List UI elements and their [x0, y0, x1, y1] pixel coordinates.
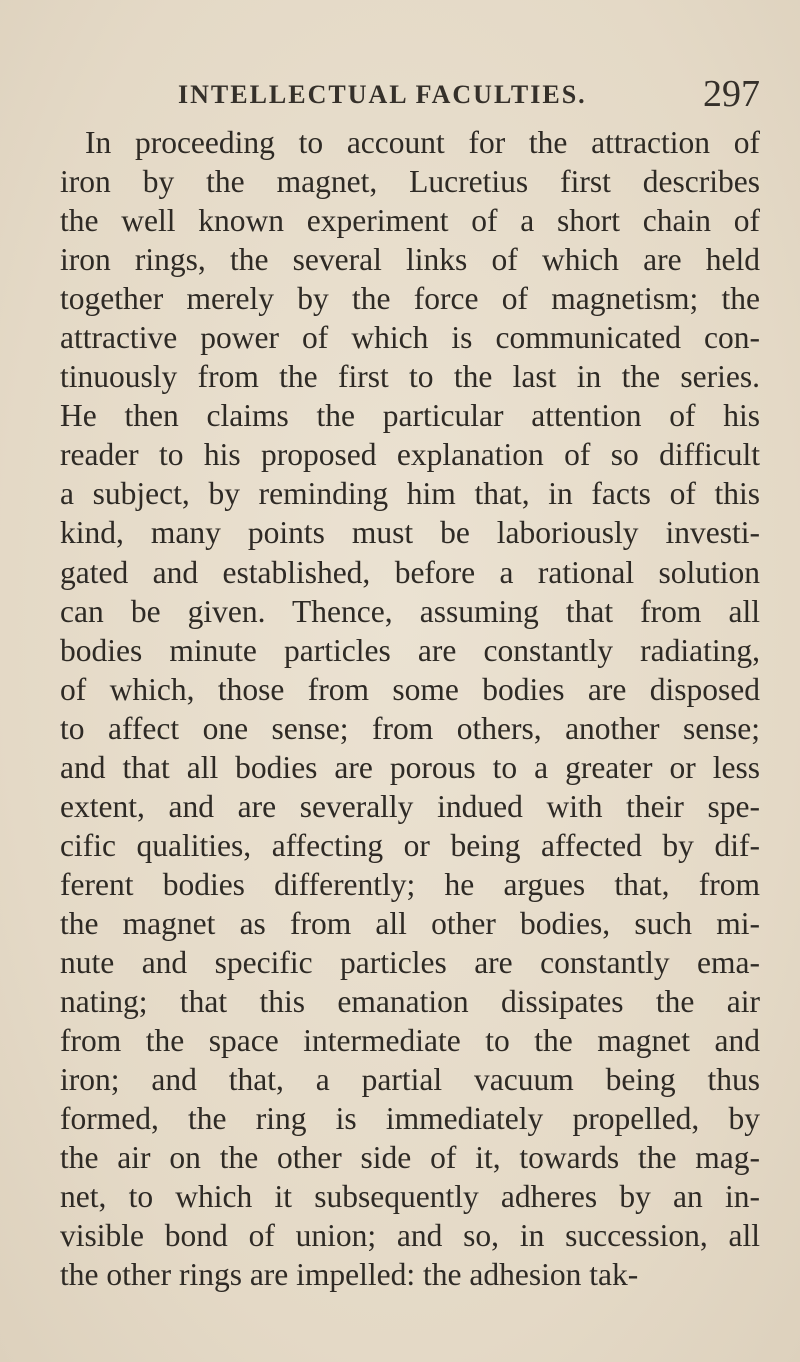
- text-line: a subject, by reminding him that, in facts of this: [60, 476, 760, 512]
- text-line: iron rings, the several links of which are held: [60, 242, 760, 278]
- text-line: from the space intermediate to the magnet and: [60, 1023, 760, 1059]
- text-line: nating; that this emanation dissipates the air: [60, 984, 760, 1020]
- text-line: tinuously from the first to the last in the series.: [60, 359, 760, 395]
- page-number: 297: [703, 73, 760, 115]
- text-line: In proceeding to account for the attraction of: [85, 125, 760, 160]
- text-line: nute and specific particles are constantly ema-: [60, 944, 760, 980]
- text-line: He then claims the particular attention of his: [60, 398, 760, 434]
- text-line: the other rings are impelled: the adhesion tak-: [60, 1257, 639, 1293]
- text-line: gated and established, before a rational solution: [60, 554, 760, 590]
- paragraph: [60, 123, 760, 1294]
- text-line: ferent bodies differently; he argues that, from: [60, 866, 760, 902]
- text-line: reader to his proposed explanation of so difficult: [60, 437, 760, 473]
- text-line: bodies minute particles are constantly radiating,: [60, 632, 760, 668]
- text-line: of which, those from some bodies are disposed: [60, 671, 760, 707]
- text-line: visible bond of union; and so, in succession, all: [60, 1218, 760, 1254]
- text-line: formed, the ring is immediately propelled, by: [60, 1101, 760, 1137]
- page-header: [0, 72, 800, 122]
- text-line: net, to which it subsequently adheres by an in-: [60, 1179, 760, 1215]
- text-line: can be given. Thence, assuming that from all: [60, 593, 760, 629]
- text-line: the magnet as from all other bodies, such mi-: [60, 905, 760, 941]
- text-line: to affect one sense; from others, another sense;: [60, 710, 760, 746]
- text-line: attractive power of which is communicated con-: [60, 320, 760, 356]
- text-line: and that all bodies are porous to a greater or less: [60, 749, 760, 785]
- text-line: iron by the magnet, Lucretius first describes: [60, 164, 760, 200]
- text-line: iron; and that, a partial vacuum being thus: [60, 1062, 760, 1098]
- text-line: the well known experiment of a short chain of: [60, 203, 760, 239]
- text-line: the air on the other side of it, towards the mag-: [60, 1140, 760, 1176]
- running-head: INTELLECTUAL FACULTIES.: [178, 80, 587, 109]
- text-line: kind, many points must be laboriously investi-: [60, 515, 760, 551]
- text-line: cific qualities, affecting or being affected by dif-: [60, 827, 760, 863]
- text-line: together merely by the force of magnetism; the: [60, 281, 760, 317]
- text-line: extent, and are severally indued with their spe-: [60, 788, 760, 824]
